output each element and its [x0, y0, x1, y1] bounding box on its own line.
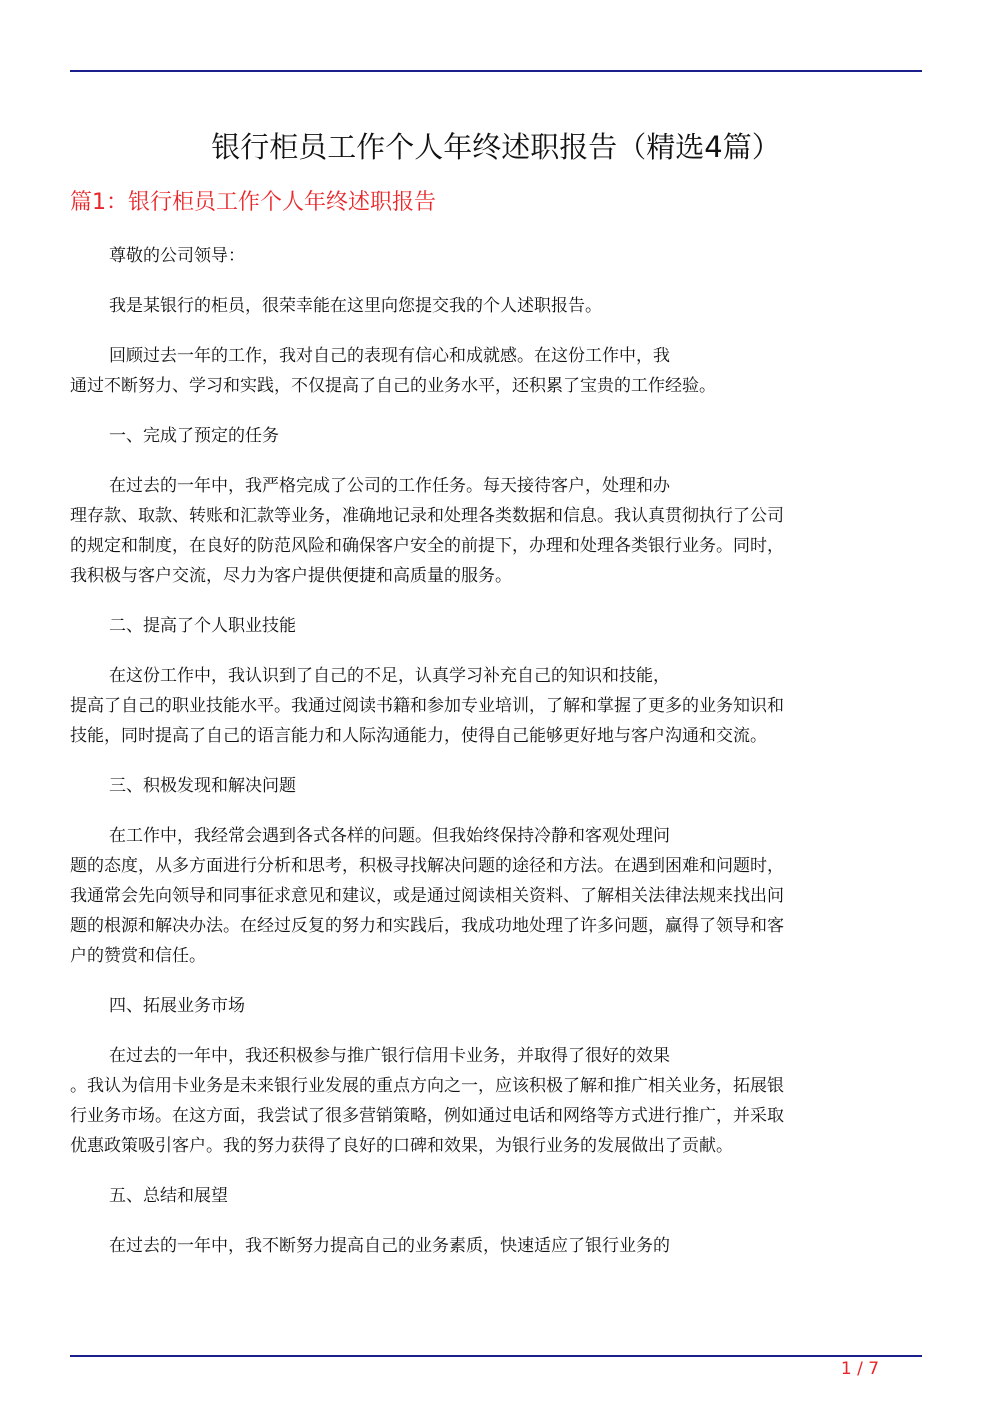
- paragraph-line: 户的赞赏和信任。: [70, 946, 206, 966]
- paragraph-line: 我积极与客户交流，尽力为客户提供便捷和高质量的服务。: [70, 566, 512, 586]
- paragraph-line: 我是某银行的柜员，很荣幸能在这里向您提交我的个人述职报告。: [109, 296, 602, 316]
- paragraph-line: 回顾过去一年的工作，我对自己的表现有信心和成就感。在这份工作中，我: [109, 346, 670, 366]
- paragraph-line: 在这份工作中，我认识到了自己的不足，认真学习补充自己的知识和技能，: [109, 666, 670, 686]
- paragraph-line: 在过去的一年中，我不断努力提高自己的业务素质，快速适应了银行业务的: [109, 1236, 670, 1256]
- document-title: 银行柜员工作个人年终述职报告（精选4篇）: [211, 130, 781, 164]
- paragraph-line: 的规定和制度，在良好的防范风险和确保客户安全的前提下，办理和处理各类银行业务。同时，: [70, 536, 784, 556]
- paragraph-line: 题的态度，从多方面进行分析和思考，积极寻找解决问题的途径和方法。在遇到困难和问题时，: [70, 856, 784, 876]
- paragraph-line: 技能，同时提高了自己的语言能力和人际沟通能力，使得自己能够更好地与客户沟通和交流。: [70, 726, 767, 746]
- page-number: 1 / 7: [840, 1359, 880, 1379]
- subheading: 二、提高了个人职业技能: [109, 616, 296, 636]
- paragraph-line: 在工作中，我经常会遇到各式各样的问题。但我始终保持冷静和客观处理问: [109, 826, 670, 846]
- paragraph-line: 提高了自己的职业技能水平。我通过阅读书籍和参加专业培训，了解和掌握了更多的业务知识和: [70, 696, 784, 716]
- paragraph-line: 我通常会先向领导和同事征求意见和建议，或是通过阅读相关资料、了解相关法律法规来找出问: [70, 886, 784, 906]
- paragraph-line: 行业务市场。在这方面，我尝试了很多营销策略，例如通过电话和网络等方式进行推广，并采取: [70, 1106, 784, 1126]
- paragraph-line: 。我认为信用卡业务是未来银行业发展的重点方向之一，应该积极了解和推广相关业务，拓展银: [70, 1076, 784, 1096]
- header-rule: [70, 70, 922, 72]
- subheading: 三、积极发现和解决问题: [109, 776, 296, 796]
- paragraph-line: 在过去的一年中，我严格完成了公司的工作任务。每天接待客户，处理和办: [109, 476, 670, 496]
- paragraph-line: 在过去的一年中，我还积极参与推广银行信用卡业务，并取得了很好的效果: [109, 1046, 670, 1066]
- paragraph-line: 优惠政策吸引客户。我的努力获得了良好的口碑和效果，为银行业务的发展做出了贡献。: [70, 1136, 733, 1156]
- paragraph-line: 通过不断努力、学习和实践，不仅提高了自己的业务水平，还积累了宝贵的工作经验。: [70, 376, 716, 396]
- paragraph-line: 理存款、取款、转账和汇款等业务，准确地记录和处理各类数据和信息。我认真贯彻执行了公司: [70, 506, 784, 526]
- subheading: 一、完成了预定的任务: [109, 426, 279, 446]
- paragraph-line: 题的根源和解决办法。在经过反复的努力和实践后，我成功地处理了许多问题，赢得了领导和客: [70, 916, 784, 936]
- subheading: 五、总结和展望: [109, 1186, 228, 1206]
- section-title: 篇1：银行柜员工作个人年终述职报告: [70, 190, 436, 215]
- subheading: 四、拓展业务市场: [109, 996, 245, 1016]
- footer-rule: [70, 1355, 922, 1357]
- salutation: 尊敬的公司领导：: [109, 246, 245, 266]
